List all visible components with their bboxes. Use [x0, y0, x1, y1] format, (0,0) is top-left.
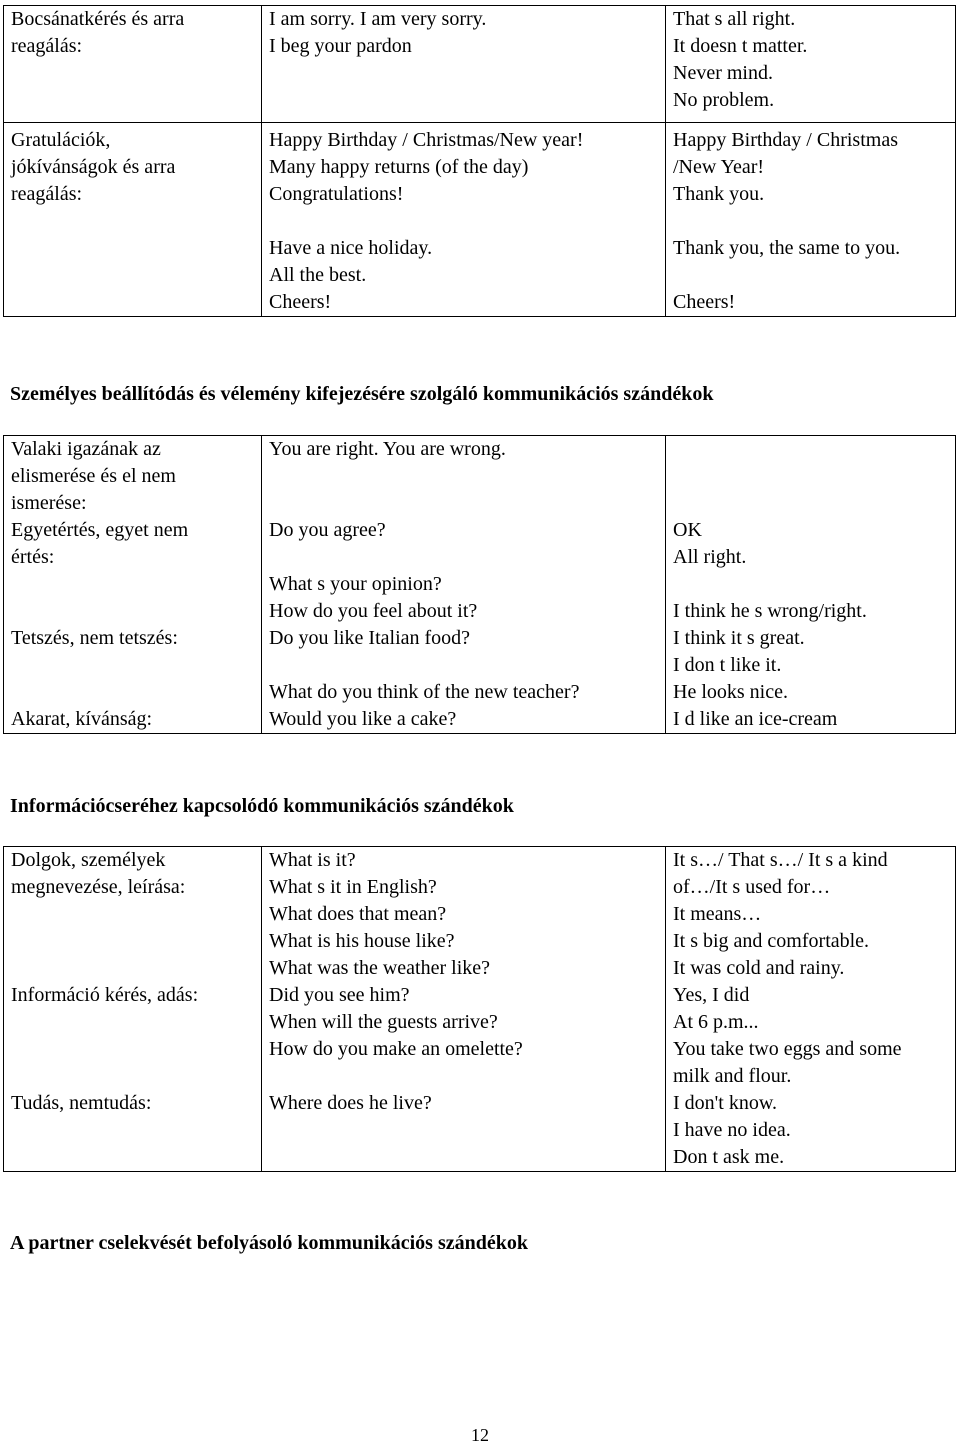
cell-line: I have no idea. — [673, 1119, 791, 1141]
cell-line: It s big and comfortable. — [673, 930, 870, 952]
cell-line: Thank you. — [673, 183, 765, 205]
cell-line: Tudás, nemtudás: — [11, 1092, 152, 1114]
expressions-cell — [262, 436, 666, 518]
responses-cell — [666, 517, 956, 625]
responses-cell — [666, 982, 956, 1090]
cell-line: Bocsánatkérés és arra — [11, 8, 185, 30]
table-row — [4, 625, 956, 706]
cell-line: /New Year! — [673, 156, 765, 178]
cell-line: Akarat, kívánság: — [11, 708, 153, 730]
cell-line: What does that mean? — [269, 903, 447, 925]
function-cell — [4, 706, 262, 734]
expressions-cell — [262, 706, 666, 734]
cell-line: Gratulációk, — [11, 129, 111, 151]
function-cell — [4, 625, 262, 706]
table-row — [4, 982, 956, 1090]
cell-line: Did you see him? — [269, 984, 410, 1006]
cell-line: of…/It s used for… — [673, 876, 831, 898]
cell-line: Happy Birthday / Christmas/New year! — [269, 129, 584, 151]
blank-line — [673, 571, 955, 598]
cell-line: OK — [673, 519, 702, 541]
responses-cell — [666, 123, 956, 317]
cell-line: milk and flour. — [673, 1065, 792, 1087]
function-cell — [4, 1090, 262, 1172]
cell-line: reagálás: — [11, 183, 83, 205]
greetings-table — [3, 5, 956, 317]
table-row — [4, 436, 956, 518]
cell-line: It was cold and rainy. — [673, 957, 845, 979]
responses-cell — [666, 706, 956, 734]
cell-line: Thank you, the same to you. — [673, 237, 901, 259]
cell-line: I think it s great. — [673, 627, 805, 649]
cell-line: What s your opinion? — [269, 573, 442, 595]
cell-line: jókívánságok és arra — [11, 156, 176, 178]
expressions-cell — [262, 1090, 666, 1172]
cell-line: Valaki igazának az — [11, 438, 161, 460]
cell-line: I d like an ice-cream — [673, 708, 838, 730]
cell-line: Would you like a cake? — [269, 708, 457, 730]
cell-line: He looks nice. — [673, 681, 788, 703]
expressions-cell — [262, 6, 666, 123]
table-row — [4, 1090, 956, 1172]
function-cell — [4, 6, 262, 123]
cell-line: When will the guests arrive? — [269, 1011, 498, 1033]
table-row — [4, 847, 956, 983]
cell-line: Yes, I did — [673, 984, 750, 1006]
attitude-table — [3, 435, 956, 734]
cell-line: What is his house like? — [269, 930, 455, 952]
cell-line: Do you agree? — [269, 519, 386, 541]
function-cell — [4, 517, 262, 625]
blank-line — [269, 544, 665, 571]
table-row — [4, 517, 956, 625]
expressions-cell — [262, 123, 666, 317]
function-cell — [4, 847, 262, 983]
section-heading-partner-action: A partner cselekvését befolyásoló kommunikációs szándékok — [10, 1232, 528, 1254]
expressions-cell — [262, 982, 666, 1090]
table-row — [4, 6, 956, 123]
cell-line: Egyetértés, egyet nem — [11, 519, 189, 541]
cell-line: How do you make an omelette? — [269, 1038, 523, 1060]
cell-line: megnevezése, leírása: — [11, 876, 186, 898]
cell-line: Információ kérés, adás: — [11, 984, 199, 1006]
cell-line: I don t like it. — [673, 654, 782, 676]
cell-line: Congratulations! — [269, 183, 404, 205]
cell-line: What do you think of the new teacher? — [269, 681, 580, 703]
cell-line: Dolgok, személyek — [11, 849, 166, 871]
cell-line: Tetszés, nem tetszés: — [11, 627, 178, 649]
cell-line: No problem. — [673, 89, 775, 111]
cell-line: Do you like Italian food? — [269, 627, 471, 649]
cell-line: Cheers! — [673, 291, 736, 313]
blank-line — [673, 262, 955, 289]
function-cell — [4, 982, 262, 1090]
cell-line: reagálás: — [11, 35, 83, 57]
cell-line: Many happy returns (of the day) — [269, 156, 529, 178]
function-cell — [4, 123, 262, 317]
cell-line: It doesn t matter. — [673, 35, 808, 57]
cell-line: How do you feel about it? — [269, 600, 478, 622]
cell-line: You are right. You are wrong. — [269, 438, 506, 460]
information-table — [3, 846, 956, 1172]
cell-line: Where does he live? — [269, 1092, 432, 1114]
expressions-cell — [262, 625, 666, 706]
responses-cell — [666, 436, 956, 518]
responses-cell — [666, 625, 956, 706]
cell-line: What is it? — [269, 849, 356, 871]
cell-line: Cheers! — [269, 291, 332, 313]
section-heading-personal-attitude: Személyes beállítódás és vélemény kifejezésére szolgáló kommunikációs szándékok — [10, 383, 714, 405]
expressions-cell — [262, 517, 666, 625]
cell-line: értés: — [11, 546, 55, 568]
table-row — [4, 706, 956, 734]
cell-line: I am sorry. I am very sorry. — [269, 8, 487, 30]
cell-line: That s all right. — [673, 8, 796, 30]
cell-line: What was the weather like? — [269, 957, 491, 979]
blank-line — [673, 208, 955, 235]
page-number: 12 — [471, 1425, 489, 1445]
cell-line: All the best. — [269, 264, 367, 286]
expressions-cell — [262, 847, 666, 983]
cell-line: ismerése: — [11, 492, 87, 514]
cell-line: It s…/ That s…/ It s a kind — [673, 849, 888, 871]
section-heading-information-exchange: Információcseréhez kapcsolódó kommunikációs szándékok — [10, 795, 514, 817]
responses-cell — [666, 1090, 956, 1172]
cell-line: I beg your pardon — [269, 35, 412, 57]
cell-line: It means… — [673, 903, 762, 925]
cell-line: Don t ask me. — [673, 1146, 785, 1168]
cell-line: Happy Birthday / Christmas — [673, 129, 898, 151]
cell-line: I think he s wrong/right. — [673, 600, 867, 622]
table-row — [4, 123, 956, 317]
cell-line: All right. — [673, 546, 747, 568]
cell-line: At 6 p.m... — [673, 1011, 759, 1033]
cell-line: What s it in English? — [269, 876, 437, 898]
responses-cell — [666, 6, 956, 123]
cell-line: elismerése és el nem — [11, 465, 176, 487]
responses-cell — [666, 847, 956, 983]
function-cell — [4, 436, 262, 518]
cell-line: You take two eggs and some — [673, 1038, 902, 1060]
cell-line: Have a nice holiday. — [269, 237, 433, 259]
cell-line: Never mind. — [673, 62, 773, 84]
blank-line — [269, 208, 665, 235]
blank-line — [269, 652, 665, 679]
cell-line: I don't know. — [673, 1092, 777, 1114]
